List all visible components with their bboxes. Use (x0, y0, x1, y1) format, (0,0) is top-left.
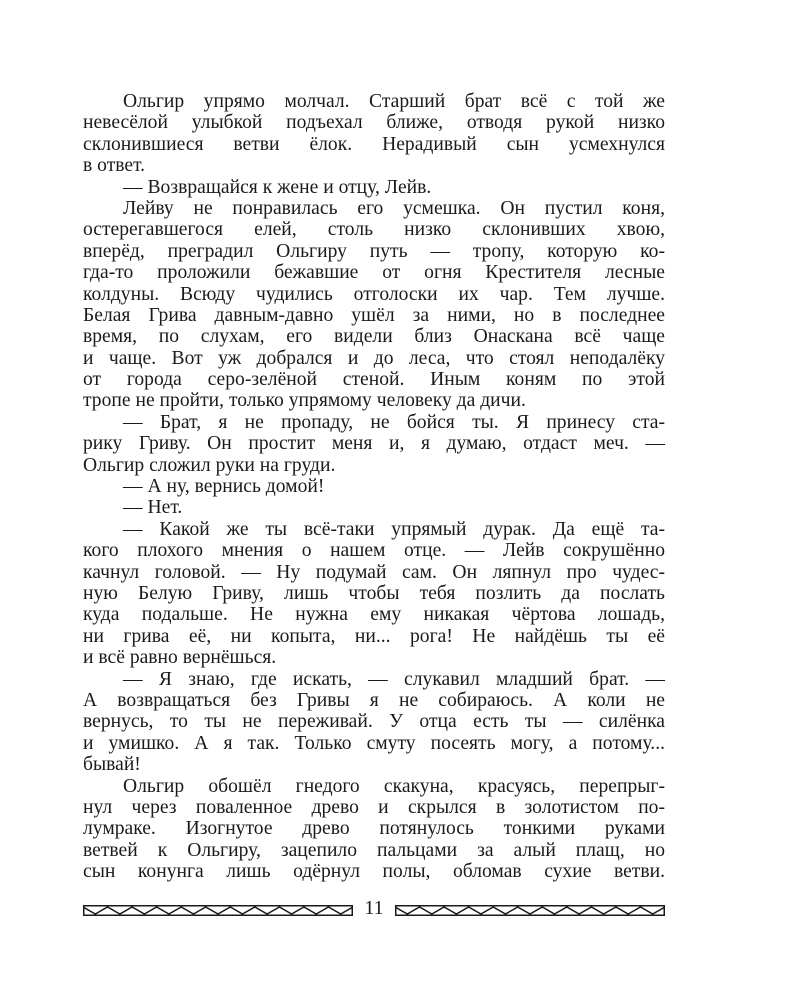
page-footer (83, 897, 665, 920)
text-line: лумраке. Изогнутое древо потянулось тонкими руками (83, 818, 665, 840)
text-line: ни грива её, ни копыта, ни... рога! Не найдёшь ты её (83, 625, 665, 647)
text-line: в ответ. (83, 155, 146, 177)
text-line: — А ну, вернись домой! (123, 476, 325, 498)
text-line: Ольгир упрямо молчал. Старший брат всё с той же (123, 91, 665, 112)
text-line: склонившиеся ветви ёлок. Нерадивый сын усмехнулся (83, 133, 665, 155)
text-line: качнул головой. — Ну подумай сам. Он ляпнул про чудес- (83, 561, 665, 583)
text-line: — Нет. (123, 497, 183, 519)
text-line: кого плохого мнения о нашем отце. — Лейв сокрушённо (83, 540, 665, 562)
zigzag-ornament-left (83, 905, 353, 916)
text-line: и всё равно вернёшься. (83, 647, 277, 669)
text-line: — Возвращайся к жене и отцу, Лейв. (123, 176, 432, 198)
text-line: сын конунга лишь одёрнул полы, обломав сухие ветви. (83, 861, 665, 883)
text-line: Ольгир сложил руки на груди. (83, 454, 336, 476)
text-line: — Брат, я не пропаду, не бойся ты. Я принесу ста- (123, 411, 665, 433)
text-line: колдуны. Всюду чудились отголоски их чар. Тем лучше. (83, 283, 665, 305)
zigzag-ornament-right (395, 905, 665, 916)
text-line: — Какой же ты всё-таки упрямый дурак. Да ещё та- (123, 518, 665, 540)
text-line: бывай! (83, 754, 141, 776)
text-line: вернусь, то ты не переживай. У отца есть ты — силёнка (83, 711, 665, 733)
text-line: куда подальше. Не нужна ему никакая чёртова лошадь, (83, 604, 665, 626)
text-line: Ольгир обошёл гнедого скакуна, красуясь, перепрыг- (123, 775, 665, 797)
text-line: ветвей к Ольгиру, зацепило пальцами за алый плащ, но (83, 839, 665, 861)
text-line: А возвращаться без Гривы я не собираюсь. А коли не (83, 689, 665, 711)
text-line: Лейву не понравилась его усмешка. Он пустил коня, (123, 197, 665, 219)
text-line: от города серо-зелёной стеной. Иным коням по этой (83, 369, 665, 391)
text-line: и чаще. Вот уж добрался и до леса, что стоял неподалёку (83, 347, 665, 369)
text-line: вперёд, преградил Ольгиру путь — тропу, которую ко- (83, 240, 665, 262)
page-number: 11 (364, 897, 384, 919)
text-line: время, по слухам, его видели близ Онаскана всё чаще (83, 326, 665, 348)
text-line: нул через поваленное древо и скрылся в золотистом по- (83, 796, 665, 818)
text-line: гда-то проложили бежавшие от огня Крестителя лесные (83, 262, 665, 284)
text-line: невесёлой улыбкой подъехал ближе, отводя рукой низко (83, 112, 665, 134)
text-line: остерегавшегося елей, столь низко склонивших хвою, (83, 219, 665, 241)
text-line: рику Гриву. Он простит меня и, я думаю, отдаст меч. — (83, 433, 665, 455)
body-text (83, 91, 665, 882)
text-line: ную Белую Гриву, лишь чтобы тебя позлить да послать (83, 582, 665, 604)
text-line: и умишко. А я так. Только смуту посеять могу, а потому... (83, 732, 665, 754)
text-line: — Я знаю, где искать, — слукавил младший брат. — (123, 668, 665, 690)
text-line: Белая Грива давным-давно ушёл за ними, но в последнее (83, 304, 665, 326)
text-line: тропе не пройти, только упрямому человеку да дичи. (83, 390, 526, 412)
